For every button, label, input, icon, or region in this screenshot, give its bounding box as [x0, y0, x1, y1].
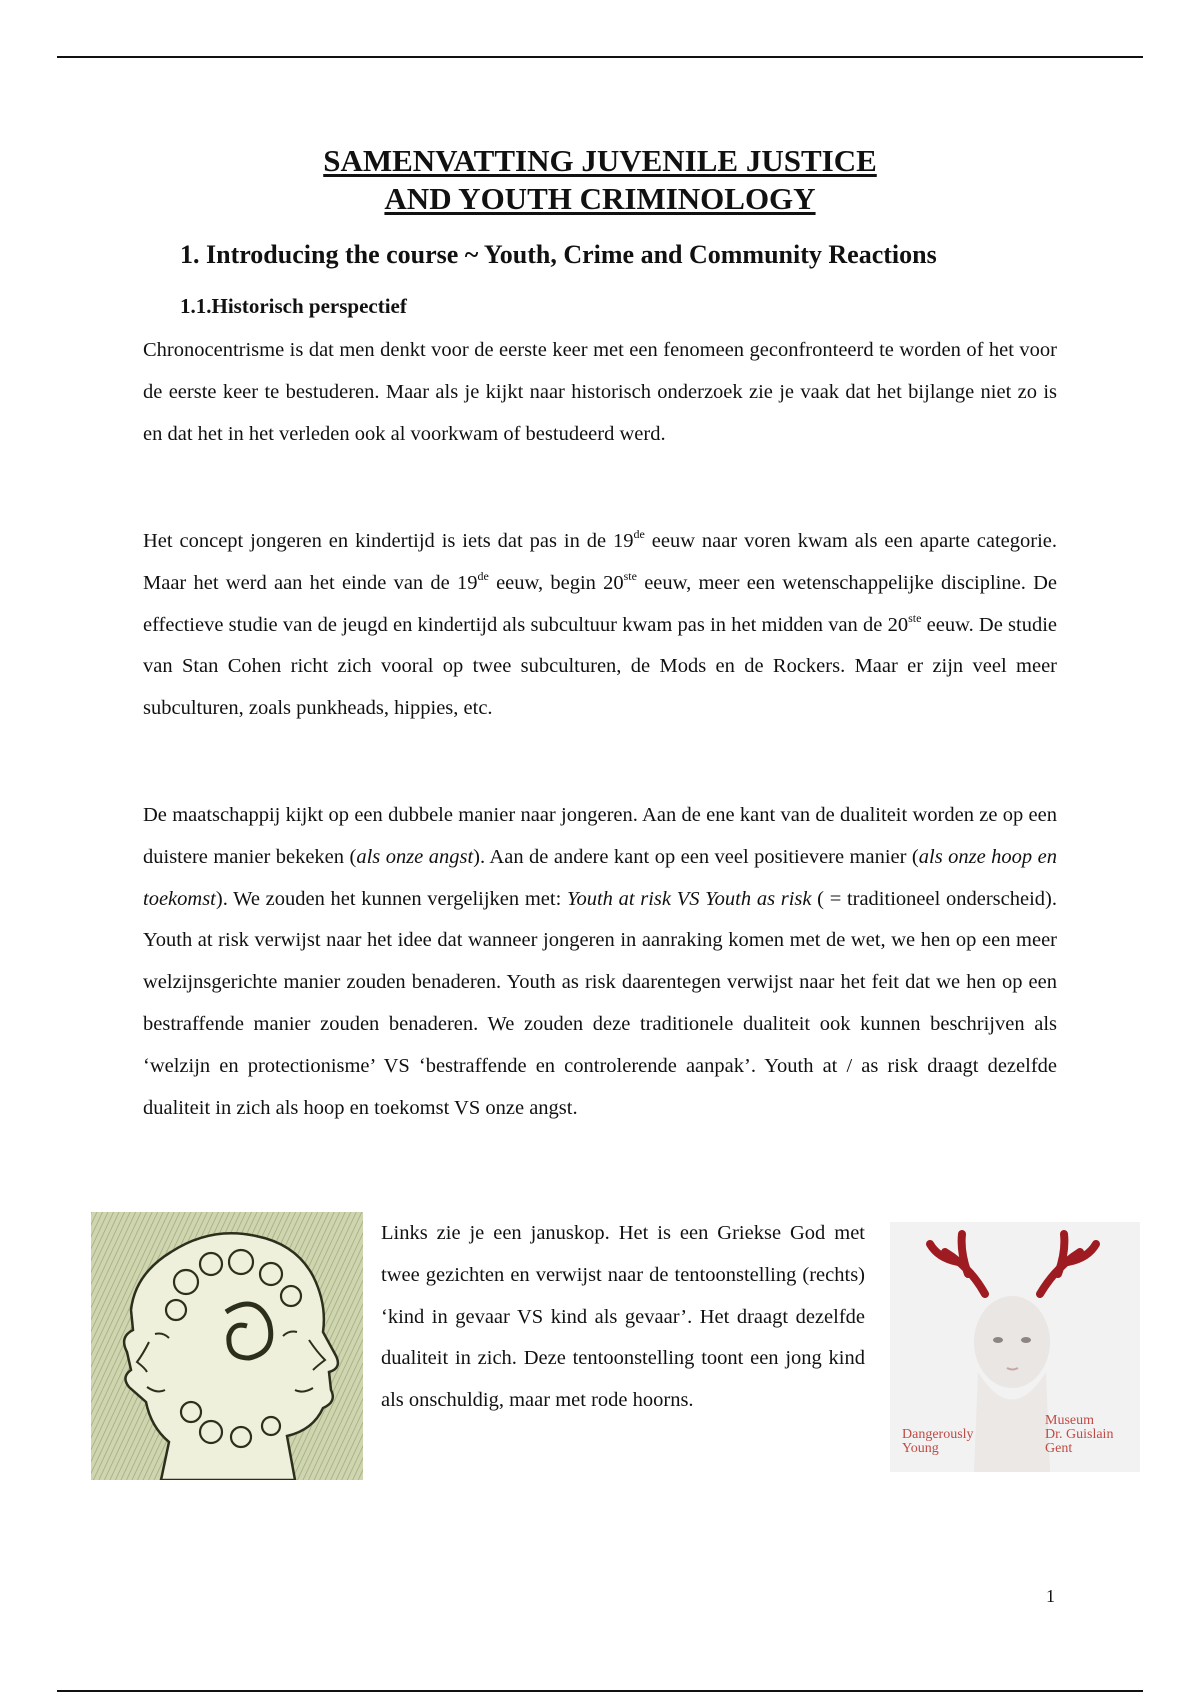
footer-rule	[57, 1690, 1143, 1692]
poster-museum-line2: Dr. Guislain	[1045, 1427, 1114, 1442]
text-run: eeuw. De studie van Stan Cohen richt zich vooral op twee subculturen, de Mods en de Rockers. Maar er zijn veel meer subculturen, zoals punkheads, hippies, etc.	[143, 613, 1058, 720]
header-rule	[57, 56, 1143, 58]
superscript: de	[477, 568, 489, 583]
text-run: eeuw naar voren kwam als een aparte categorie. Maar het werd aan het einde van de 19	[143, 530, 1058, 594]
dangerously-young-poster	[890, 1222, 1140, 1472]
text-run: Het concept jongeren en kindertijd is iets dat pas in de 19	[143, 530, 634, 552]
text-run: eeuw, meer een wetenschappelijke discipline. De effectieve studie van de jeugd en kindertijd als subcultuur kwam pas in het midden van de 20	[143, 571, 1057, 636]
subsection-heading: 1.1.Historisch perspectief	[180, 294, 407, 318]
text-run: ). Aan de andere kant op een veel positievere manier (	[473, 845, 919, 868]
paragraph-chronocentrisme: Chronocentrisme is dat men denkt voor de eerste keer met een fenomeen geconfronteerd te worden of het voor de eerste keer te bestuderen. Maar als je kijkt naar historisch onderzoek zie je vaak dat het bijlange niet zo is en dat het in het verleden ook al voorkwam of bestudeerd werd.	[143, 339, 1057, 445]
superscript: de	[633, 527, 645, 541]
poster-title-line2: Young	[902, 1441, 939, 1456]
italic-run: Youth at risk VS Youth as risk	[566, 887, 812, 910]
superscript: ste	[908, 610, 922, 625]
italic-run: als onze angst	[356, 845, 474, 868]
title-line-2: AND YOUTH CRIMINOLOGY	[384, 181, 816, 216]
text-run: ). We zouden het kunnen vergelijken met:	[215, 887, 567, 910]
text-run: ( = traditioneel onderscheid). Youth at risk verwijst naar het idee dat wanneer jongeren in aanraking komen met de wet, we hen op een meer welzijnsgerichte manier zouden benaderen. Youth as risk daarentegen verwijst naar het feit dat we hen op een bestraffende manier zouden benaderen. We zouden deze traditionele dualiteit ook kunnen beschrijven als ‘welzijn en protectionisme’ VS ‘bestraffende en controlerende aanpak’. Youth at / as risk draagt dezelfde dualiteit in zich als hoop en toekomst VS onze angst.	[143, 887, 1057, 1119]
document-title	[0, 142, 1200, 218]
text-run: De maatschappij kijkt op een dubbele manier naar jongeren. Aan de ene kant van de dualiteit worden ze op een duistere manier bekeken (	[143, 804, 1057, 868]
italic-run: als onze hoop en toekomst	[143, 845, 1057, 910]
poster-museum-name	[1045, 1414, 1113, 1456]
page-number: 1	[1046, 1586, 1055, 1606]
paragraph-concept-jongeren	[143, 521, 1057, 730]
janus-engraving	[91, 1212, 363, 1480]
superscript: ste	[623, 568, 637, 583]
title-line-1: SAMENVATTING JUVENILE JUSTICE	[323, 143, 877, 178]
section-heading: 1. Introducing the course ~ Youth, Crime and Community Reactions	[180, 240, 937, 269]
poster-museum-line1: Museum	[1045, 1413, 1094, 1428]
poster-museum-line3: Gent	[1045, 1441, 1073, 1456]
janus-head-image	[91, 1212, 363, 1480]
paragraph-dualiteit	[143, 795, 1057, 1129]
janus-caption: Links zie je een januskop. Het is een Griekse God met twee gezichten en verwijst naar de tentoonstelling (rechts) ‘kind in gevaar VS kind als gevaar’. Het draagt dezelfde dualiteit in zich. Deze tentoonstelling toont een jong kind als onschuldig, maar met rode hoorns.	[381, 1222, 865, 1412]
poster-title	[902, 1428, 974, 1456]
text-run: eeuw, begin 20	[488, 571, 624, 594]
poster-title-line1: Dangerously	[902, 1427, 974, 1442]
